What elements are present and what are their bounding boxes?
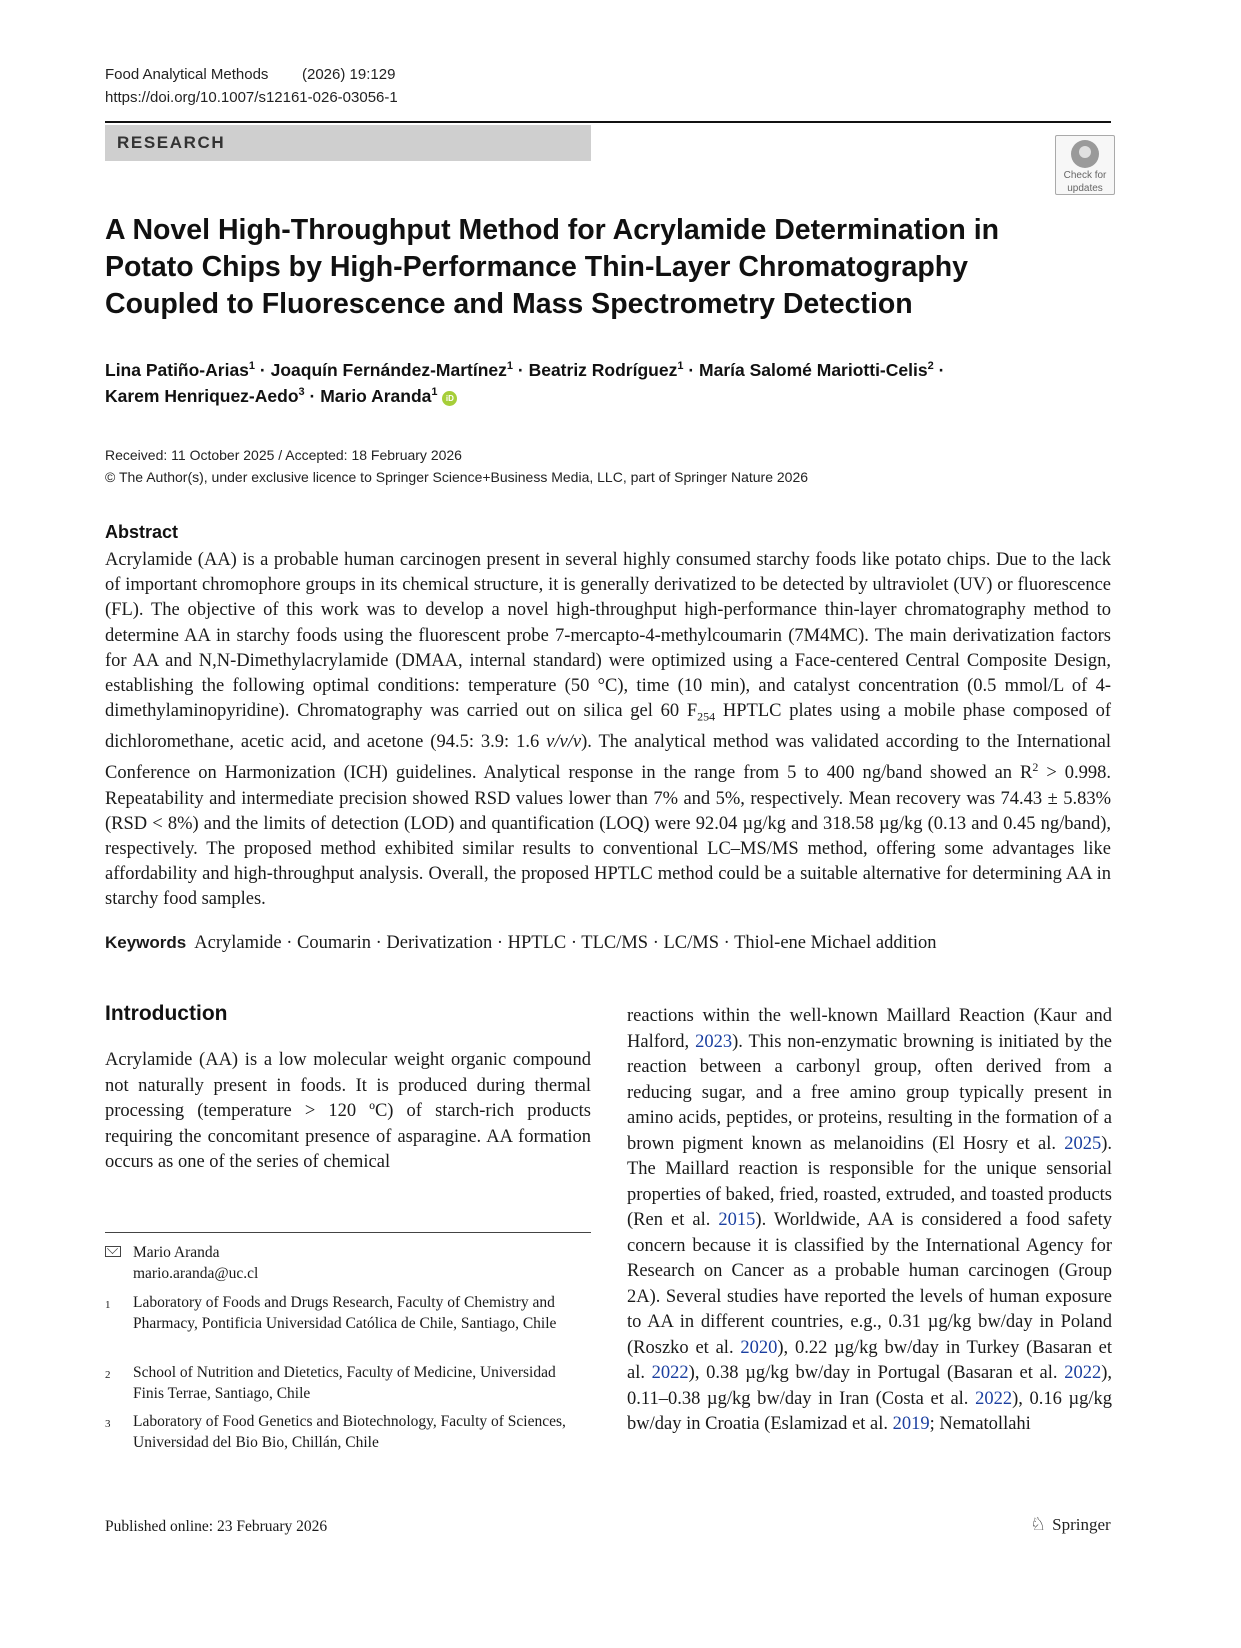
publisher-name: Springer bbox=[1052, 1514, 1111, 1534]
received-accepted: Received: 11 October 2025 / Accepted: 18 February 2026 bbox=[105, 447, 462, 463]
published-date: Published online: 23 February 2026 bbox=[105, 1518, 328, 1535]
badge-text-1: Check for bbox=[1063, 170, 1107, 181]
check-for-updates-badge[interactable] bbox=[1055, 135, 1115, 195]
keywords bbox=[105, 930, 1111, 956]
doi-link[interactable]: https://doi.org/10.1007/s12161-026-03056-1 bbox=[105, 89, 398, 106]
orcid-icon[interactable]: iD bbox=[442, 391, 457, 406]
intro-left-column: Acrylamide (AA) is a low molecular weight organic compound not naturally present in foods. It is produced during thermal processing (temperature > 120 ºC) of starch-rich products requiring the concomitant presence of asparagine. AA formation occurs as one of the series of chemical bbox=[105, 1050, 591, 1172]
keywords-label: Keywords bbox=[105, 933, 187, 952]
article-title: A Novel High-Throughput Method for Acrylamide Determination in Potato Chips by High-Performance Thin-Layer Chromatography Coupled to Fluorescence and Mass Spectrometry Detection bbox=[105, 214, 1000, 320]
author[interactable]: Lina Patiño-Arias$^1$ bbox=[105, 360, 256, 380]
abstract-heading: Abstract bbox=[105, 522, 179, 542]
contact-name: Mario Aranda bbox=[133, 1244, 220, 1261]
copyright-line: © The Author(s), under exclusive licence to Springer Science+Business Media, LLC, part of Springer Nature 2026 bbox=[105, 469, 809, 485]
affiliation-number: 1 bbox=[105, 1299, 111, 1311]
envelope-icon bbox=[105, 1246, 121, 1257]
badge-text-2: updates bbox=[1067, 183, 1103, 194]
article-dates bbox=[105, 444, 808, 488]
author-list: Lina Patiño-Arias$^1$ · Joaquín Fernández-Martínez$^1$ · Beatriz Rodríguez$^1$ · María Salomé Mariotti-Celis$^2$ · Karem Henriquez-Aedo$^3$ · Mario Aranda$^1$ iD bbox=[105, 360, 945, 406]
citation-link[interactable]: 2023 bbox=[695, 1031, 733, 1052]
intro-right-column: reactions within the well-known Maillard Reaction (Kaur and Halford, 2023). This non-enzymatic browning is initiated by the reaction between a carbonyl group, often derived from a reducing sugar, and a free amino group typically present in amino acids, peptides, or proteins, resulting in the formation of a brown pigment known as melanoidins (El Hosry et al. 2025). The Maillard reaction is responsible for the unique sensorial properties of baked, fried, roasted, extruded, and toasted products (Ren et al. 2015). Worldwide, AA is considered a food safety concern because it is classified by the International Agency for Research on Cancer as a probable human carcinogen (Group 2A). Several studies have reported the levels of human exposure to AA in different countries, e.g., 0.31 µg/kg bw/day in Poland (Roszko et al. 2020), 0.22 µg/kg bw/day in Turkey (Basaran et al. 2022), 0.38 µg/kg bw/day in Portugal (Basaran et al. 2022), 0.11–0.38 µg/kg bw/day in Iran (Costa et al. 2022), 0.16 µg/kg bw/day in Croatia (Eslamizad et al. 2019; Nematollahi bbox=[627, 1006, 1113, 1434]
author[interactable]: Beatriz Rodríguez$^1$ bbox=[528, 360, 684, 380]
corresponding-author bbox=[133, 1243, 258, 1284]
abstract-text: Acrylamide (AA) is a probable human carcinogen present in several highly consumed starchy foods like potato chips. Due to the lack of important chromophore groups in its chemical structure, it is generally derivatized to be detected by ultraviolet (UV) or fluorescence (FL). The objective of this work was to develop a novel high-throughput high-performance thin-layer chromatography method to determine AA in starchy foods using the fluorescent probe 7-mercapto-4-methylcoumarin (7M4MC). The main derivatization factors for AA and N,N-Dimethylacrylamide (DMAA, internal standard) were optimized using a Face-centered Central Composite Design, establishing the following optimal conditions: temperature (50 °C), time (10 min), and catalyst concentration (0.5 mmol/L of 4-dimethylaminopyridine). Chromatography was carried out on silica gel 60 $F_{254}$ HPTLC plates using a mobile phase composed of dichloromethane, acetic acid, and acetone (94.5: 3.9: 1.6 v/v/v). The analytical method was validated according to the International Conference on Harmonization (ICH) guidelines. Analytical response in the range from 5 to 400 ng/band showed an $R^2 > 0.998$. Repeatability and intermediate precision showed RSD values lower than 7% and 5%, respectively. Mean recovery was 74.43 ± 5.83% (RSD < 8%) and the limits of detection (LOD) and quantification (LOQ) were 92.04 µg/kg and 318.58 µg/kg (0.13 and 0.45 ng/band), respectively. The proposed method exhibited similar results to conventional LC–MS/MS method, offering some advantages like affordability and high-throughput analysis. Overall, the proposed HPTLC method could be a suitable alternative for determining AA in starchy food samples. bbox=[105, 550, 1112, 910]
header-rule bbox=[105, 121, 1111, 123]
author[interactable]: Karem Henriquez-Aedo$^3$ bbox=[105, 386, 305, 406]
citation-link[interactable]: 2022 bbox=[975, 1388, 1013, 1409]
affiliation-text: Laboratory of Foods and Drugs Research, Faculty of Chemistry and Pharmacy, Pontificia Universidad Católica de Chile, Santiago, Chile bbox=[133, 1294, 557, 1332]
affiliation-text: School of Nutrition and Dietetics, Faculty of Medicine, Universidad Finis Terrae, Santiago, Chile bbox=[133, 1364, 556, 1402]
introduction-heading: Introduction bbox=[105, 1002, 228, 1025]
author[interactable]: Mario Aranda$^1$ bbox=[320, 386, 438, 406]
citation-link[interactable]: 2015 bbox=[718, 1210, 756, 1230]
publisher-logo bbox=[1030, 1514, 1111, 1535]
citation-link[interactable]: 2020 bbox=[740, 1337, 778, 1358]
affiliation-number: 3 bbox=[105, 1418, 111, 1430]
citation-link[interactable]: 2022 bbox=[1064, 1363, 1102, 1383]
section-label: RESEARCH bbox=[117, 133, 226, 152]
author[interactable]: Joaquín Fernández-Martínez$^1$ bbox=[270, 360, 514, 380]
bookmark-icon bbox=[1071, 140, 1099, 168]
affiliation-number: 2 bbox=[105, 1369, 111, 1381]
footnote-rule bbox=[105, 1232, 591, 1233]
journal-volume: (2026) 19:129 bbox=[302, 66, 396, 83]
keywords-list: Acrylamide · Coumarin · Derivatization · HPTLC · TLC/MS · LC/MS · Thiol-ene Michael addition bbox=[194, 933, 937, 953]
journal-name: Food Analytical Methods bbox=[105, 66, 269, 83]
author[interactable]: María Salomé Mariotti-Celis$^2$ bbox=[699, 360, 934, 380]
springer-horse-icon: ♘ bbox=[1030, 1514, 1047, 1534]
contact-email[interactable]: mario.aranda@uc.cl bbox=[133, 1264, 259, 1282]
section-bar bbox=[105, 125, 591, 161]
citation-link[interactable]: 2019 bbox=[892, 1414, 930, 1434]
affiliation-text: Laboratory of Food Genetics and Biotechnology, Faculty of Sciences, Universidad del Bio Bio, Chillán, Chile bbox=[133, 1413, 566, 1451]
citation-link[interactable]: 2025 bbox=[1064, 1133, 1102, 1154]
citation-link[interactable]: 2022 bbox=[651, 1363, 689, 1383]
